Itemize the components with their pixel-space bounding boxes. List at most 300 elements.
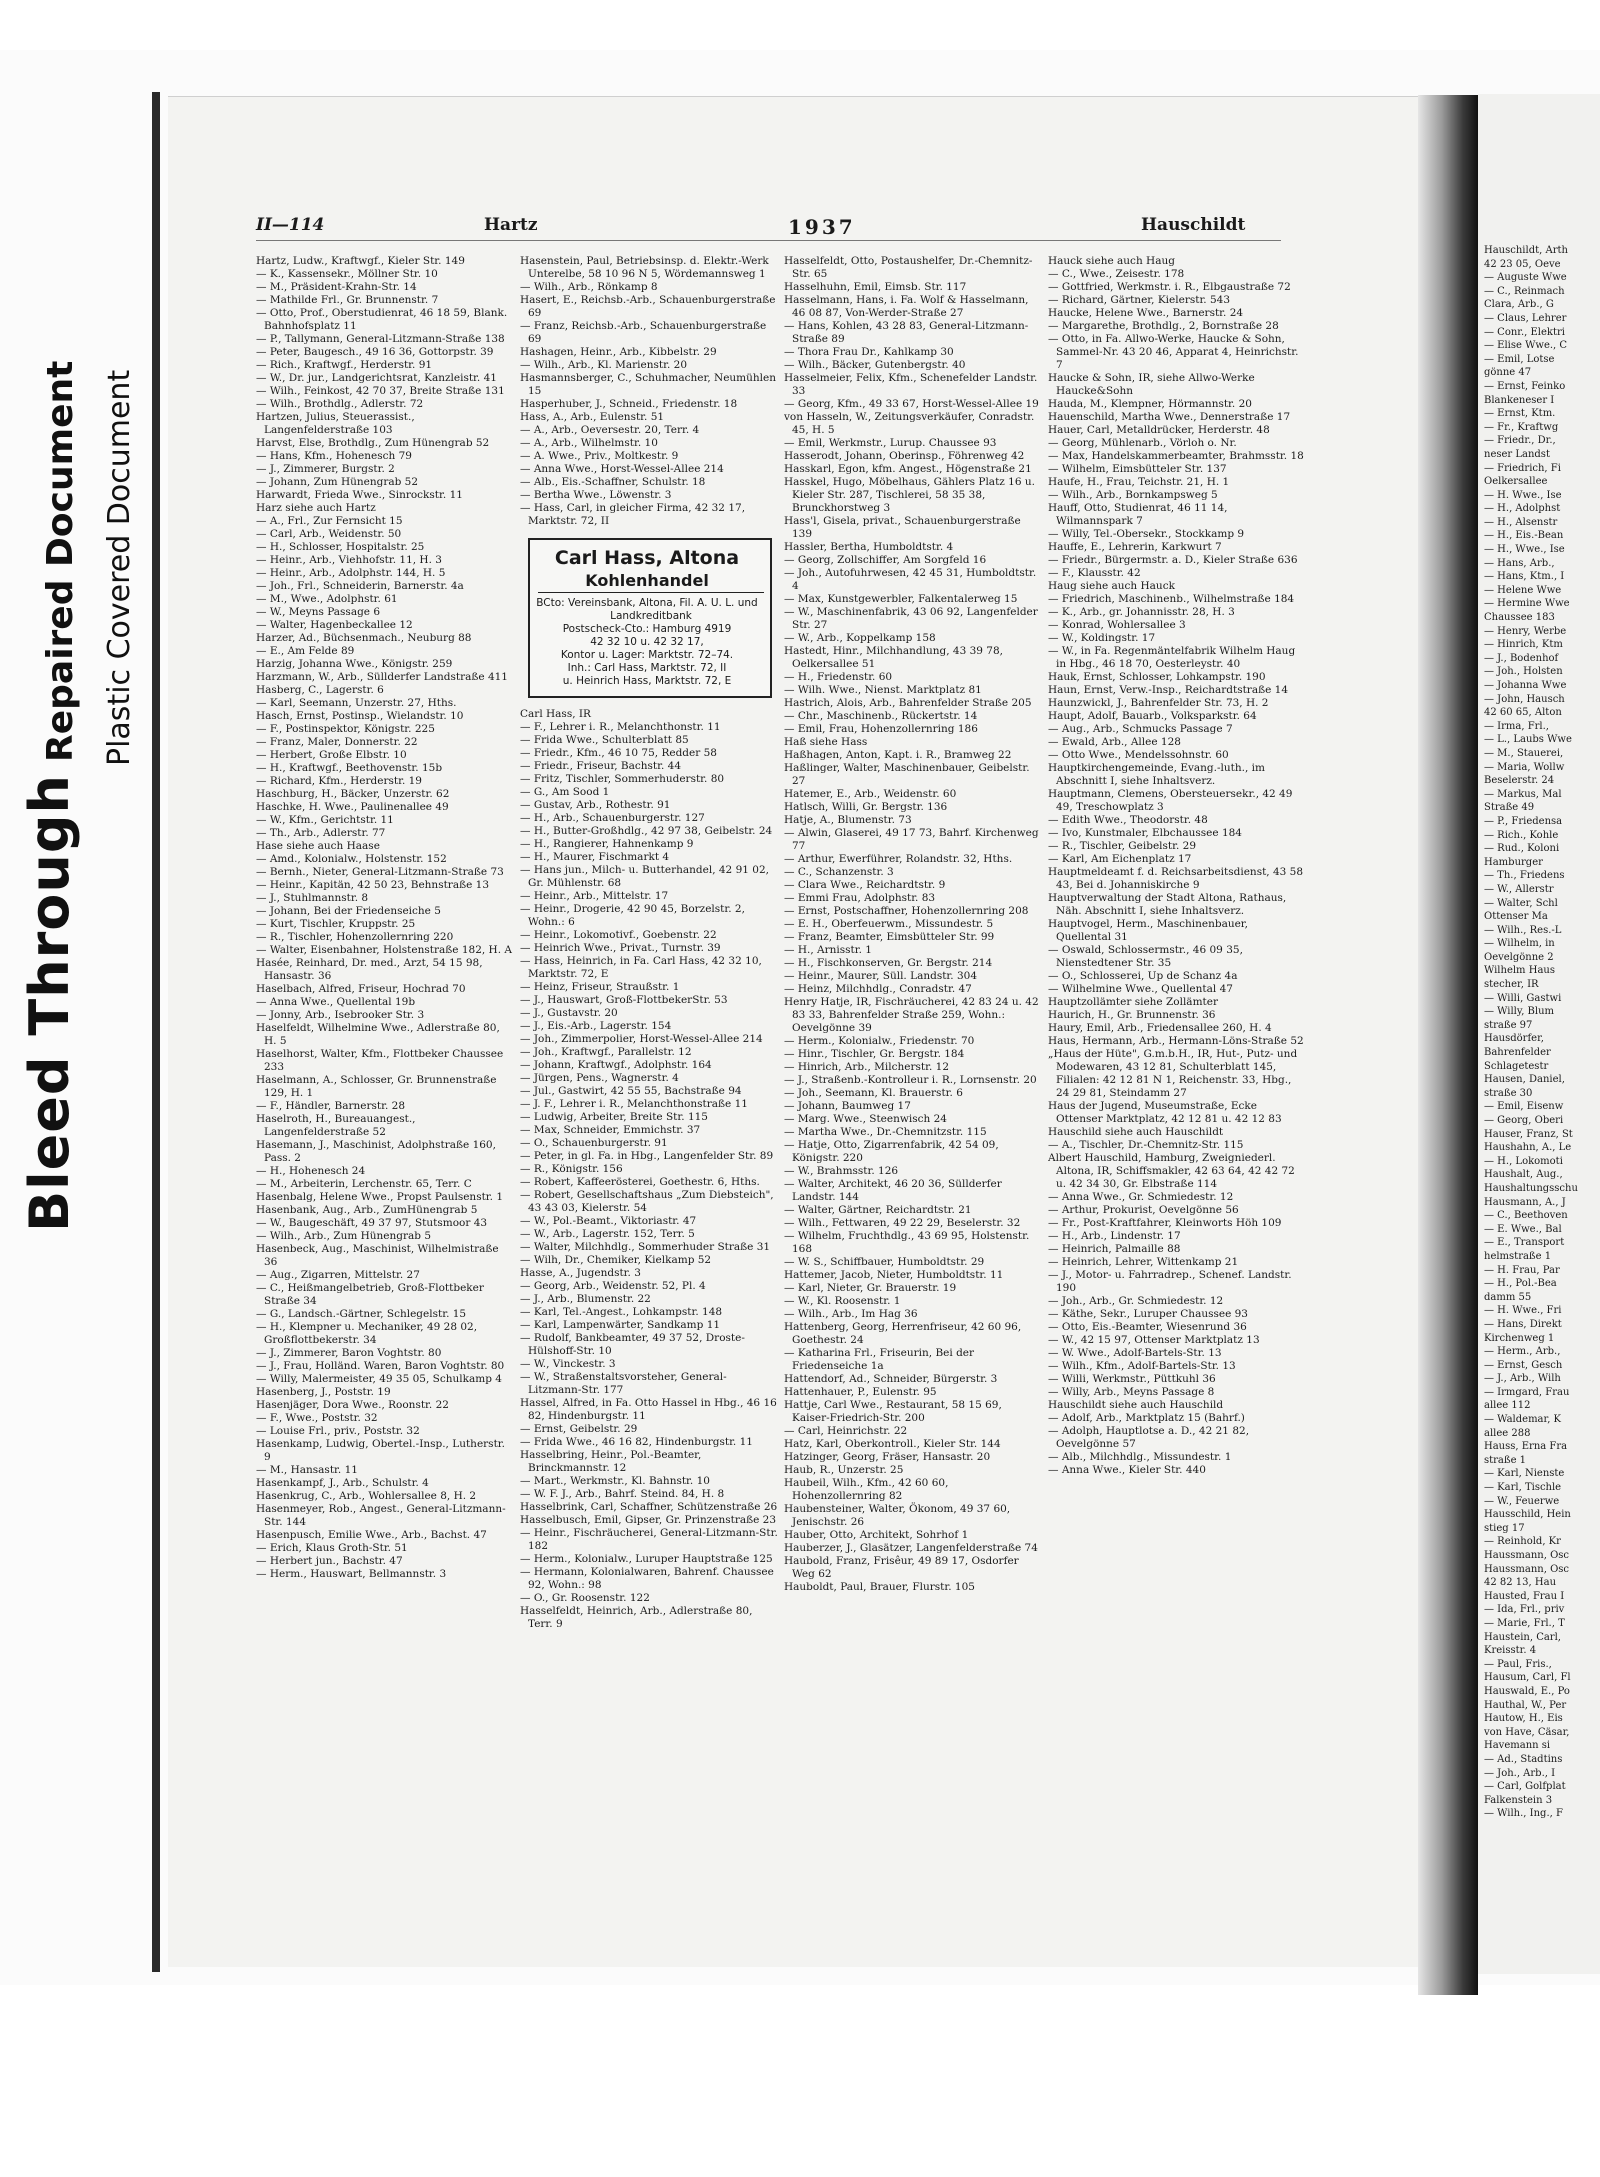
directory-entry: — Peter, Baugesch., 49 16 36, Gottorpstr. 39 xyxy=(256,346,494,358)
directory-entry: Haucke, Helene Wwe., Barnerstr. 24 xyxy=(1048,307,1244,319)
facing-entry: — Ad., Stadtins xyxy=(1484,1753,1563,1765)
directory-entry: „Haus der Hüte", G.m.b.H., IR, Hut-, Putz- und Modewaren, 43 12 81, Schulterblatt 145, Filialen: 42 12 81 N 1, Reichenstr. 33, Hbg., 24 29 81, Steindamm 27 xyxy=(1048,1048,1298,1099)
facing-entry: Hauthal, W., Per xyxy=(1484,1699,1567,1711)
directory-entry: Hatz, Karl, Oberkontroll., Kieler Str. 144 xyxy=(784,1438,1001,1450)
label-repaired-document: Repaired Document xyxy=(40,360,81,762)
directory-entry: Hass'l, Gisela, privat., Schauenburgerstraße 139 xyxy=(784,515,1021,540)
directory-entry: — W. S., Schiffbauer, Humboldtstr. 29 xyxy=(784,1256,985,1268)
facing-entry: Hauss, Erna Fra xyxy=(1484,1441,1568,1453)
facing-entry: — Friedr., Dr., xyxy=(1484,435,1556,447)
directory-entry: — Kurt, Tischler, Kruppstr. 25 xyxy=(256,918,416,930)
directory-entry: — Konrad, Wohlersallee 3 xyxy=(1048,619,1186,631)
directory-entry: — Hans, Kfm., Hohenesch 79 xyxy=(256,450,412,462)
directory-entry: Haschburg, H., Bäcker, Unzerstr. 62 xyxy=(256,788,450,800)
facing-entry: 42 23 05, Oeve xyxy=(1484,258,1561,270)
directory-entry: — Wilh, Dr., Chemiker, Kielkamp 52 xyxy=(520,1254,712,1266)
directory-entry: — F., Postinspektor, Königstr. 225 xyxy=(256,723,435,735)
directory-entry: Hasselbusch, Emil, Gipser, Gr. Prinzenstraße 23 xyxy=(520,1514,777,1526)
facing-entry: Hausmann, A., J xyxy=(1484,1196,1566,1208)
directory-entry: Haury, Emil, Arb., Friedensallee 260, H. 4 xyxy=(1048,1022,1272,1034)
directory-entry: Hauck siehe auch Haug xyxy=(1048,255,1175,267)
directory-entry: — Joh., Frl., Schneiderin, Barnerstr. 4a xyxy=(256,580,464,592)
directory-entry: Albert Hauschild, Hamburg, Zweigniederl. Altona, IR, Schiffsmakler, 42 63 64, 42 42 72 u. 42 34 30, Gr. Elbstraße 114 xyxy=(1048,1152,1295,1190)
advertisement-box xyxy=(528,538,772,698)
directory-entry: — Georg, Arb., Weidenstr. 52, Pl. 4 xyxy=(520,1280,706,1292)
directory-entry: Hauptkirchengemeinde, Evang.-luth., im Abschnitt I, siehe Inhaltsverz. xyxy=(1048,762,1265,787)
directory-entry: — Fritz, Tischler, Sommerhuderstr. 80 xyxy=(520,773,725,785)
directory-entry: — Th., Arb., Adlerstr. 77 xyxy=(256,827,386,839)
directory-entry: — Heinr., Lokomotivf., Goebenstr. 22 xyxy=(520,929,717,941)
facing-entry: — Hans, Arb., xyxy=(1484,557,1555,569)
directory-entry: Hasert, E., Reichsb.-Arb., Schauenburgerstraße 69 xyxy=(520,294,776,319)
ad-line: 42 32 10 u. 42 32 17, xyxy=(590,636,704,648)
directory-entry: Haselmann, A., Schlosser, Gr. Brunnenstraße 129, H. 1 xyxy=(256,1074,497,1099)
directory-entry: — W., 42 15 97, Ottenser Marktplatz 13 xyxy=(1048,1334,1260,1346)
facing-entry: — E., Transport xyxy=(1484,1237,1565,1249)
directory-entry: — Walter, Architekt, 46 20 36, Süllderfer Landstr. 144 xyxy=(784,1178,1002,1203)
document-labels xyxy=(0,0,160,1300)
directory-entry: Hasch, Ernst, Postinsp., Wielandstr. 10 xyxy=(256,710,464,722)
directory-entry: — Emil, Werkmstr., Lurup. Chaussee 93 xyxy=(784,437,997,449)
directory-entry: Hauberzer, J., Glasätzer, Langenfelderstraße 74 xyxy=(784,1542,1038,1554)
directory-entry: — H., Fischkonserven, Gr. Bergstr. 214 xyxy=(784,957,993,969)
facing-entry: — Marie, Frl., T xyxy=(1484,1617,1565,1629)
directory-entry: — Friedrich, Maschinenb., Wilhelmstraße 184 xyxy=(1048,593,1295,605)
directory-entry: Hauptverwaltung der Stadt Altona, Rathaus, Näh. Abschnitt I, siehe Inhaltsverz. xyxy=(1048,892,1287,917)
directory-entry: — Gottfried, Werkmstr. i. R., Elbgaustraße 72 xyxy=(1048,281,1291,293)
directory-entry: Hasenbeck, Aug., Maschinist, Wilhelmistraße 36 xyxy=(256,1243,499,1268)
directory-entry: Haubold, Franz, Frisêur, 49 89 17, Osdorfer Weg 62 xyxy=(784,1555,1019,1580)
directory-entry: — Anna Wwe., Kieler Str. 440 xyxy=(1048,1464,1206,1476)
first-entry-keyword: Hartz xyxy=(484,215,538,235)
directory-entry: — Martha Wwe., Dr.-Chemnitzstr. 115 xyxy=(784,1126,987,1138)
directory-entry: Hartz, Ludw., Kraftwgf., Kieler Str. 149 xyxy=(256,255,465,267)
directory-entry: — Fr., Post-Kraftfahrer, Kleinworts Höh 109 xyxy=(1048,1217,1282,1229)
directory-entry: — Hinr., Tischler, Gr. Bergstr. 184 xyxy=(784,1048,965,1060)
directory-entry: — A. Wwe., Priv., Moltkestr. 9 xyxy=(520,450,679,462)
facing-entry: — W., Feuerwe xyxy=(1484,1495,1560,1507)
directory-entry: — Rudolf, Bankbeamter, 49 37 52, Droste-Hülshoff-Str. 10 xyxy=(520,1332,745,1357)
directory-entry: — Wilh., Arb., Bornkampsweg 5 xyxy=(1048,489,1218,501)
directory-entry: Haßhagen, Anton, Kapt. i. R., Bramweg 22 xyxy=(784,749,1012,761)
directory-entry: Haurich, H., Gr. Brunnenstr. 36 xyxy=(1048,1009,1216,1021)
directory-entry: Hasselfeldt, Otto, Postaushelfer, Dr.-Chemnitz-Str. 65 xyxy=(784,255,1033,280)
ad-line: Kontor u. Lager: Marktstr. 72–74. xyxy=(560,649,734,661)
directory-entry: Hasselmann, Hans, i. Fa. Wolf & Hasselmann, 46 08 87, Von-Werder-Straße 27 xyxy=(784,294,1029,319)
facing-entry: Oevelgönne 2 xyxy=(1484,951,1554,963)
directory-entry: Hasenbank, Aug., Arb., ZumHünengrab 5 xyxy=(256,1204,478,1216)
directory-entry: — Robert, Kaffeerösterei, Goethestr. 6, Hths. xyxy=(520,1176,760,1188)
directory-entry: — H., Hohenesch 24 xyxy=(256,1165,366,1177)
entry-list xyxy=(1048,255,1306,1477)
facing-entry: Haushahn, A., Le xyxy=(1484,1142,1572,1154)
directory-entry: — G., Landsch.-Gärtner, Schlegelstr. 15 xyxy=(256,1308,467,1320)
directory-entry: — Ewald, Arb., Allee 128 xyxy=(1048,736,1181,748)
directory-entry: — J., Zimmerer, Baron Voghtstr. 80 xyxy=(256,1347,442,1359)
directory-entry: Haus, Hermann, Arb., Hermann-Löns-Straße 52 xyxy=(1048,1035,1304,1047)
facing-entry: — Carl, Golfplat xyxy=(1484,1781,1566,1793)
directory-entry: — F., Händler, Barnerstr. 28 xyxy=(256,1100,406,1112)
directory-entry: — Wilh., Arb., Kl. Marienstr. 20 xyxy=(520,359,688,371)
directory-entry: — Heinr., Arb., Adolphstr. 144, H. 5 xyxy=(256,567,446,579)
directory-entry: — A., Tischler, Dr.-Chemnitz-Str. 115 xyxy=(1048,1139,1244,1151)
directory-entry: — Anna Wwe., Gr. Schmiedestr. 12 xyxy=(1048,1191,1234,1203)
facing-entry: — Hans, Direkt xyxy=(1484,1318,1562,1330)
directory-entry: — P., Tallymann, General-Litzmann-Straße 138 xyxy=(256,333,505,345)
facing-page xyxy=(1478,94,1600,1974)
directory-entry: — W. F. J., Arb., Bahrf. Steind. 84, H. 8 xyxy=(520,1488,725,1500)
directory-entry: — Wilh., Kfm., Adolf-Bartels-Str. 13 xyxy=(1048,1360,1236,1372)
directory-entry: — Willy, Tel.-Obersekr., Stockkamp 9 xyxy=(1048,528,1245,540)
directory-entry: Hauptvogel, Herm., Maschinenbauer, Quellental 31 xyxy=(1048,918,1249,943)
directory-entry: Hauffe, E., Lehrerin, Karkwurt 7 xyxy=(1048,541,1222,553)
directory-entry: — R., Tischler, Geibelstr. 29 xyxy=(1048,840,1197,852)
directory-entry: Hattenberg, Georg, Herrenfriseur, 42 60 96, Goethestr. 24 xyxy=(784,1321,1022,1346)
directory-entry: — Karl, Nieter, Gr. Brauerstr. 19 xyxy=(784,1282,957,1294)
directory-entry: Hattemer, Jacob, Nieter, Humboldtstr. 11 xyxy=(784,1269,1004,1281)
facing-entry: — Helene Wwe xyxy=(1484,584,1562,596)
directory-entry: — Joh., Kraftwgf., Parallelstr. 12 xyxy=(520,1046,692,1058)
directory-entry: — H., Kraftwgf., Beethovenstr. 15b xyxy=(256,762,443,774)
directory-entry: — Willy, Malermeister, 49 35 05, Schulkamp 4 xyxy=(256,1373,502,1385)
facing-entry: 42 60 65, Alton xyxy=(1484,707,1562,719)
directory-entry: — O., Schauenburgerstr. 91 xyxy=(520,1137,668,1149)
directory-entry: — Friedr., Friseur, Bachstr. 44 xyxy=(520,760,682,772)
directory-entry: — E. H., Oberfeuerwm., Missundestr. 5 xyxy=(784,918,994,930)
directory-entry: — O., Schlosserei, Up de Schanz 4a xyxy=(1048,970,1238,982)
directory-entry: Hatemer, E., Arb., Weidenstr. 60 xyxy=(784,788,957,800)
facing-entry: Hausum, Carl, Fl xyxy=(1484,1672,1571,1684)
directory-entry: Hasenstein, Paul, Betriebsinsp. d. Elektr.-Werk Unterelbe, 58 10 96 N 5, Wördemannsweg 1 xyxy=(520,255,769,280)
facing-entry: — W., Allerstr xyxy=(1484,883,1554,895)
facing-entry: stecher, IR xyxy=(1484,979,1539,991)
directory-entry: — Hass, Heinrich, in Fa. Carl Hass, 42 32 10, Marktstr. 72, E xyxy=(520,955,762,980)
directory-entry: — H., Klempner u. Mechaniker, 49 28 02, Großflottbekerstr. 34 xyxy=(256,1321,478,1346)
facing-entry: — L., Laubs Wwe xyxy=(1484,734,1572,746)
directory-entry: — Wilh., Arb., Im Hag 36 xyxy=(784,1308,918,1320)
facing-entry: straße 30 xyxy=(1484,1087,1533,1099)
directory-entry: Harzig, Johanna Wwe., Königstr. 259 xyxy=(256,658,453,670)
directory-entry: Haselroth, H., Bureauangest., Langenfelderstraße 52 xyxy=(256,1113,416,1138)
facing-entry: — Karl, Tischle xyxy=(1484,1482,1562,1494)
ad-line: Postscheck-Cto.: Hamburg 4919 xyxy=(562,623,732,635)
directory-entry: Haselbach, Alfred, Friseur, Hochrad 70 xyxy=(256,983,466,995)
directory-entry: — Gustav, Arb., Rothestr. 91 xyxy=(520,799,671,811)
directory-entry: — Wilh., Feinkost, 42 70 37, Breite Straße 131 xyxy=(256,385,505,397)
directory-entry: — Herm., Hauswart, Bellmannstr. 3 xyxy=(256,1568,447,1580)
directory-entry: — Wilh., Arb., Zum Hünengrab 5 xyxy=(256,1230,432,1242)
facing-entry: — John, Hausch xyxy=(1484,693,1565,705)
directory-entry: Harzer, Ad., Büchsenmach., Neuburg 88 xyxy=(256,632,472,644)
facing-entry: straße 97 xyxy=(1484,1019,1533,1031)
directory-entry: Haug siehe auch Hauck xyxy=(1048,580,1175,592)
directory-entry: — Walter, Hagenbeckallee 12 xyxy=(256,619,413,631)
directory-entry: — W., Dr. jur., Landgerichtsrat, Kanzleistr. 41 xyxy=(256,372,497,384)
directory-entry: Hase siehe auch Haase xyxy=(256,840,380,852)
directory-entry: Hasenkampf, J., Arb., Schulstr. 4 xyxy=(256,1477,429,1489)
directory-entry: — Herm., Kolonialw., Luruper Hauptstraße 125 xyxy=(520,1553,773,1565)
facing-entry: — Ernst, Feinko xyxy=(1484,380,1566,392)
directory-entry: — C., Schanzenstr. 3 xyxy=(784,866,894,878)
directory-entry: Hasée, Reinhard, Dr. med., Arzt, 54 15 98, Hansastr. 36 xyxy=(256,957,483,982)
directory-entry: Haselfeldt, Wilhelmine Wwe., Adlerstraße 80, H. 5 xyxy=(256,1022,500,1047)
ad-title: Carl Hass, Altona xyxy=(554,547,740,569)
facing-entry: straße 1 xyxy=(1484,1454,1527,1466)
directory-entry: — W., Kl. Roosenstr. 1 xyxy=(784,1295,901,1307)
directory-entry: — O., Gr. Roosenstr. 122 xyxy=(520,1592,650,1604)
directory-entry: — Otto, Eis.-Beamter, Wiesenrund 36 xyxy=(1048,1321,1247,1333)
facing-entry: Kirchenweg 1 xyxy=(1484,1332,1555,1344)
facing-entry: Haussmann, Osc xyxy=(1484,1550,1569,1561)
label-plastic-covered: Plastic Covered Document xyxy=(102,369,137,766)
facing-entry: — H., Eis.-Bean xyxy=(1484,530,1564,542)
directory-entry: — Max, Schneider, Emmichstr. 37 xyxy=(520,1124,701,1136)
directory-entry: — Hatje, Otto, Zigarrenfabrik, 42 54 09, Königstr. 220 xyxy=(784,1139,999,1164)
directory-entry: — F., Klausstr. 42 xyxy=(1048,567,1141,579)
directory-entry: — Wilhelm, Eimsbütteler Str. 137 xyxy=(1048,463,1227,475)
directory-entry: — J., Straßenb.-Kontrolleur i. R., Lornsenstr. 20 xyxy=(784,1074,1037,1086)
directory-entry: — J., Stuhlmannstr. 8 xyxy=(256,892,369,904)
directory-entry: — Edith Wwe., Theodorstr. 48 xyxy=(1048,814,1208,826)
directory-entry: — Jürgen, Pens., Wagnerstr. 4 xyxy=(520,1072,679,1084)
directory-entry: Haß siehe Hass xyxy=(784,736,868,748)
facing-entry: Wilhelm Haus xyxy=(1484,965,1555,977)
directory-entry: Hasenmeyer, Rob., Angest., General-Litzmann-Str. 144 xyxy=(256,1503,506,1528)
directory-entry: — Wilh., Fettwaren, 49 22 29, Beselerstr. 32 xyxy=(784,1217,1021,1229)
facing-entry: — Karl, Nienste xyxy=(1484,1468,1565,1480)
directory-entry: — Hans jun., Milch- u. Butterhandel, 42 91 02, Gr. Mühlenstr. 68 xyxy=(520,864,769,889)
facing-entry: stieg 17 xyxy=(1484,1522,1525,1534)
directory-entry: — Ernst, Geibelstr. 29 xyxy=(520,1423,638,1435)
directory-entry: — M., Wwe., Adolphstr. 61 xyxy=(256,593,398,605)
directory-entry: — Aug., Arb., Schmucks Passage 7 xyxy=(1048,723,1233,735)
directory-entry: Hauschild siehe auch Hauschildt xyxy=(1048,1126,1224,1138)
facing-entry: — Wilh., Ing., F xyxy=(1484,1808,1563,1820)
directory-entry: — Adolf, Arb., Marktplatz 15 (Bahrf.) xyxy=(1048,1412,1245,1424)
directory-entry: — Heinr., Fischräucherei, General-Litzmann-Str. 182 xyxy=(520,1527,778,1552)
directory-entry: Hasberg, C., Lagerstr. 6 xyxy=(256,684,384,696)
directory-entry: — Otto, Prof., Oberstudienrat, 46 18 59, Blank. Bahnhofsplatz 11 xyxy=(256,307,508,332)
directory-entry: — Hermann, Kolonialwaren, Bahrenf. Chaussee 92, Wohn.: 98 xyxy=(520,1566,774,1591)
directory-entry: — Otto Wwe., Mendelssohnstr. 60 xyxy=(1048,749,1229,761)
directory-entry: Hauk, Ernst, Schlosser, Lohkampstr. 190 xyxy=(1048,671,1266,683)
directory-entry: — J., Hauswart, Groß-FlottbekerStr. 53 xyxy=(520,994,728,1006)
directory-entry: Hattenhauer, P., Eulenstr. 95 xyxy=(784,1386,937,1398)
directory-entry: Hasenjäger, Dora Wwe., Roonstr. 22 xyxy=(256,1399,449,1411)
directory-entry: — R., Königstr. 156 xyxy=(520,1163,623,1175)
facing-entry: — J., Bodenhof xyxy=(1484,652,1559,664)
directory-entry: Hasmannsberger, C., Schuhmacher, Neumühlen 15 xyxy=(520,372,776,397)
directory-entry: Haubensteiner, Walter, Ökonom, 49 37 60, Jenischstr. 26 xyxy=(784,1503,1011,1528)
directory-entry: — Johann, Baumweg 17 xyxy=(784,1100,911,1112)
facing-entry: — P., Friedensa xyxy=(1484,815,1563,827)
directory-page xyxy=(168,96,1418,1967)
directory-entry: Hauschildt siehe auch Hauschild xyxy=(1048,1399,1224,1411)
directory-entry: — Wilhelmine Wwe., Quellental 47 xyxy=(1048,983,1233,995)
directory-entry: Haunzwickl, J., Bahrenfelder Str. 73, H. 2 xyxy=(1048,697,1269,709)
directory-entry: Hastrich, Alois, Arb., Bahrenfelder Straße 205 xyxy=(784,697,1032,709)
facing-entry: — H., Adolphst xyxy=(1484,503,1561,515)
ad-subtitle: Kohlenhandel xyxy=(538,570,764,593)
page-gutter-shadow xyxy=(1418,95,1478,1995)
last-entry-keyword: Hauschildt xyxy=(1141,215,1246,235)
directory-entry: Hasselhuhn, Emil, Eimsb. Str. 117 xyxy=(784,281,967,293)
directory-entry: Hasenberg, J., Poststr. 19 xyxy=(256,1386,391,1398)
facing-entry: — M., Stauerei, xyxy=(1484,747,1564,759)
column-1 xyxy=(256,255,514,1895)
directory-entry: — W., Koldingstr. 17 xyxy=(1048,632,1156,644)
directory-entry: — W., Brahmsstr. 126 xyxy=(784,1165,899,1177)
directory-entry: — Heinrich, Lehrer, Wittenkamp 21 xyxy=(1048,1256,1239,1268)
directory-entry: — E., Am Felde 89 xyxy=(256,645,355,657)
facing-entry: — Ernst, Gesch xyxy=(1484,1359,1563,1371)
directory-entry: — M., Präsident-Krahn-Str. 14 xyxy=(256,281,417,293)
directory-entry: — Erich, Klaus Groth-Str. 51 xyxy=(256,1542,408,1554)
entry-list xyxy=(256,255,514,1581)
directory-entry: Hauptmann, Clemens, Obersteuersekr., 42 49 49, Treschowplatz 3 xyxy=(1048,788,1293,813)
directory-entry: — Oswald, Schlossermstr., 46 09 35, Nienstedtener Str. 35 xyxy=(1048,944,1243,969)
directory-entry: Hasskel, Hugo, Möbelhaus, Gählers Platz 16 u. Kieler Str. 287, Tischlerei, 58 35 38, Brunckhorstweg 3 xyxy=(784,476,1035,514)
directory-entry: — Johann, Kraftwgf., Adolphstr. 164 xyxy=(520,1059,712,1071)
directory-entry: Hasenkrug, C., Arb., Wohlersallee 8, H. 2 xyxy=(256,1490,477,1502)
directory-entry: — M., Hansastr. 11 xyxy=(256,1464,358,1476)
facing-entry: — Walter, Schl xyxy=(1484,897,1558,909)
directory-entry: — W., Meyns Passage 6 xyxy=(256,606,381,618)
facing-entry: Hautow, H., Eis xyxy=(1484,1713,1563,1725)
directory-entry: — Walter, Gärtner, Reichardtstr. 21 xyxy=(784,1204,972,1216)
directory-entry: Hauptzollämter siehe Zollämter xyxy=(1048,996,1218,1008)
facing-entry: — Ida, Frl., priv xyxy=(1484,1604,1565,1616)
directory-entry: — W., in Fa. Regenmäntelfabrik Wilhelm Haug in Hbg., 46 18 70, Oesterleystr. 40 xyxy=(1048,645,1296,670)
directory-entry: Henry Hatje, IR, Fischräucherei, 42 83 24 u. 42 83 33, Bahrenfelder Straße 259, Wohn.: Oevelgönne 39 xyxy=(784,996,1039,1034)
entry-list xyxy=(520,255,778,1631)
directory-entry: Haselhorst, Walter, Kfm., Flottbeker Chaussee 233 xyxy=(256,1048,504,1073)
directory-entry: Hasse, A., Jugendstr. 3 xyxy=(520,1267,641,1279)
facing-entry: Clara, Arb., G xyxy=(1484,299,1554,311)
facing-entry: — Maria, Wollw xyxy=(1484,761,1565,773)
facing-entry: Falkenstein 3 xyxy=(1484,1794,1553,1806)
directory-entry: Hauff, Otto, Studienrat, 46 11 14, Wilmannspark 7 xyxy=(1048,502,1228,527)
directory-entry: — Heinr., Maurer, Süll. Landstr. 304 xyxy=(784,970,978,982)
directory-entry: — W., Arb., Koppelkamp 158 xyxy=(784,632,936,644)
directory-entry: — Georg, Mühlenarb., Vörloh o. Nr. xyxy=(1048,437,1237,449)
facing-entry: — Henry, Werbe xyxy=(1484,625,1567,637)
column-4 xyxy=(1048,255,1306,1895)
directory-entry: — Joh., Arb., Gr. Schmiedestr. 12 xyxy=(1048,1295,1224,1307)
directory-entry: — J., Eis.-Arb., Lagerstr. 154 xyxy=(520,1020,672,1032)
directory-entry: — Bertha Wwe., Löwenstr. 3 xyxy=(520,489,672,501)
directory-entry: — Hass, Carl, in gleicher Firma, 42 32 17, Marktstr. 72, II xyxy=(520,502,746,527)
directory-entry: Hastedt, Hinr., Milchhandlung, 43 39 78, Oelkersallee 51 xyxy=(784,645,1004,670)
directory-entry: — Käthe, Sekr., Luruper Chaussee 93 xyxy=(1048,1308,1248,1320)
directory-entry: — Richard, Gärtner, Kielerstr. 543 xyxy=(1048,294,1231,306)
directory-entry: Haub, R., Unzerstr. 25 xyxy=(784,1464,904,1476)
facing-entry: — Johanna Wwe xyxy=(1484,680,1567,691)
facing-entry: Beselerstr. 24 xyxy=(1484,775,1555,787)
directory-entry: — Wilh. Wwe., Nienst. Marktplatz 81 xyxy=(784,684,982,696)
directory-entry: Hasselbring, Heinr., Pol.-Beamter, Brinckmannstr. 12 xyxy=(520,1449,702,1474)
facing-entry: — Th., Friedens xyxy=(1484,870,1565,882)
directory-entry: — Karl, Tel.-Angest., Lohkampstr. 148 xyxy=(520,1306,723,1318)
directory-entry: — Alb., Eis.-Schaffner, Schulstr. 18 xyxy=(520,476,706,488)
facing-entry: Oelkersallee xyxy=(1484,476,1548,488)
directory-entry: — Frida Wwe., 46 16 82, Hindenburgstr. 11 xyxy=(520,1436,753,1448)
header-rule xyxy=(256,240,1281,241)
directory-entry: — Georg, Kfm., 49 33 67, Horst-Wessel-Allee 19 xyxy=(784,398,1039,410)
directory-entry: Haus der Jugend, Museumstraße, Ecke Ottenser Marktplatz, 42 12 81 u. 42 12 83 xyxy=(1048,1100,1282,1125)
entry-list xyxy=(784,255,1042,1594)
facing-entry: — Waldemar, K xyxy=(1484,1414,1562,1426)
directory-entry: — H., Maurer, Fischmarkt 4 xyxy=(520,851,670,863)
directory-entry: Haschke, H. Wwe., Paulinenallee 49 xyxy=(256,801,449,813)
directory-entry: — Willy, Arb., Meyns Passage 8 xyxy=(1048,1386,1215,1398)
directory-entry: Hauer, Carl, Metalldrücker, Herderstr. 48 xyxy=(1048,424,1270,436)
directory-entry: — Willi, Werkmstr., Püttkuhl 36 xyxy=(1048,1373,1216,1385)
directory-entry: — Katharina Frl., Friseurin, Bei der Friedenseiche 1a xyxy=(784,1347,975,1372)
facing-entry: — H. Wwe., Ise xyxy=(1484,489,1562,501)
directory-entry: — H., Arb., Lindenstr. 17 xyxy=(1048,1230,1181,1242)
directory-entry: — Karl, Seemann, Unzerstr. 27, Hths. xyxy=(256,697,457,709)
directory-entry: — Ivo, Kunstmaler, Elbchaussee 184 xyxy=(1048,827,1242,839)
directory-entry: — Thora Frau Dr., Kahlkamp 30 xyxy=(784,346,954,358)
directory-entry: — Karl, Am Eichenplatz 17 xyxy=(1048,853,1192,865)
directory-entry: Hasselfeldt, Heinrich, Arb., Adlerstraße 80, Terr. 9 xyxy=(520,1605,753,1630)
facing-entry: — Rud., Koloni xyxy=(1484,843,1560,855)
directory-entry: Hassel, Alfred, in Fa. Otto Hassel in Hbg., 46 16 82, Hindenburgstr. 11 xyxy=(520,1397,777,1422)
page-number: II—114 xyxy=(256,215,325,235)
directory-entry: — K., Kassensekr., Möllner Str. 10 xyxy=(256,268,438,280)
ad-line: u. Heinrich Hass, Marktstr. 72, E xyxy=(562,675,732,687)
facing-entry: — Georg, Oberi xyxy=(1484,1115,1564,1126)
directory-entry: Haßlinger, Walter, Maschinenbauer, Geibelstr. 27 xyxy=(784,762,1030,787)
directory-entry: — Franz, Reichsb.-Arb., Schauenburgerstraße 69 xyxy=(520,320,767,345)
facing-entry: Ottenser Ma xyxy=(1484,911,1548,923)
directory-entry: — H., Friedenstr. 60 xyxy=(784,671,893,683)
directory-entry: Hasenbalg, Helene Wwe., Propst Paulsenstr. 1 xyxy=(256,1191,504,1203)
facing-entry: Hamburger xyxy=(1484,856,1543,868)
facing-entry: Straße 49 xyxy=(1484,802,1535,814)
facing-entry: Haustein, Carl, xyxy=(1484,1631,1561,1643)
directory-entry: — Heinz, Milchhdlg., Conradstr. 47 xyxy=(784,983,972,995)
facing-entry: — Emil, Lotse xyxy=(1484,353,1555,365)
directory-entry: — Karl, Lampenwärter, Sandkamp 11 xyxy=(520,1319,721,1331)
facing-entry: — Willy, Blum xyxy=(1484,1006,1555,1018)
directory-entry: — Ernst, Postschaffner, Hohenzollernring 208 xyxy=(784,905,1029,917)
directory-entry: — Heinr., Arb., Viehhofstr. 11, H. 3 xyxy=(256,554,442,566)
directory-entry: — R., Tischler, Hohenzollernring 220 xyxy=(256,931,454,943)
directory-entry: — Arthur, Ewerführer, Rolandstr. 32, Hths. xyxy=(784,853,1013,865)
directory-entry: Hatlsch, Willi, Gr. Bergstr. 136 xyxy=(784,801,948,813)
directory-entry: Carl Hass, IR xyxy=(520,708,591,720)
directory-entry: Hauda, M., Klempner, Hörmannstr. 20 xyxy=(1048,398,1252,410)
facing-entry: — H., Lokomoti xyxy=(1484,1155,1563,1167)
directory-entry: — G., Am Sood 1 xyxy=(520,786,610,798)
directory-entry: — W., Vinckestr. 3 xyxy=(520,1358,616,1370)
facing-entry: — Friedrich, Fi xyxy=(1484,462,1561,474)
facing-entry: Bahrenfelder xyxy=(1484,1047,1551,1059)
directory-entry: — Heinrich, Palmaille 88 xyxy=(1048,1243,1181,1255)
page-header xyxy=(256,215,1281,241)
directory-entry: — W., Arb., Lagerstr. 152, Terr. 5 xyxy=(520,1228,695,1240)
directory-entry: — Joh., Autofuhrwesen, 42 45 31, Humboldtstr. 4 xyxy=(784,567,1037,592)
directory-entry: — Alwin, Glaserei, 49 17 73, Bahrf. Kirchenweg 77 xyxy=(784,827,1039,852)
directory-entry: — Wilh., Bäcker, Gutenbergstr. 40 xyxy=(784,359,966,371)
directory-entry: Hatje, A., Blumenstr. 73 xyxy=(784,814,912,826)
directory-entry: — Louise Frl., priv., Poststr. 32 xyxy=(256,1425,420,1437)
facing-entry: — Emil, Eisenw xyxy=(1484,1101,1564,1113)
directory-entry: — Margarethe, Brothdlg., 2, Bornstraße 28 xyxy=(1048,320,1279,332)
directory-entry: — Friedr., Kfm., 46 10 75, Redder 58 xyxy=(520,747,717,759)
